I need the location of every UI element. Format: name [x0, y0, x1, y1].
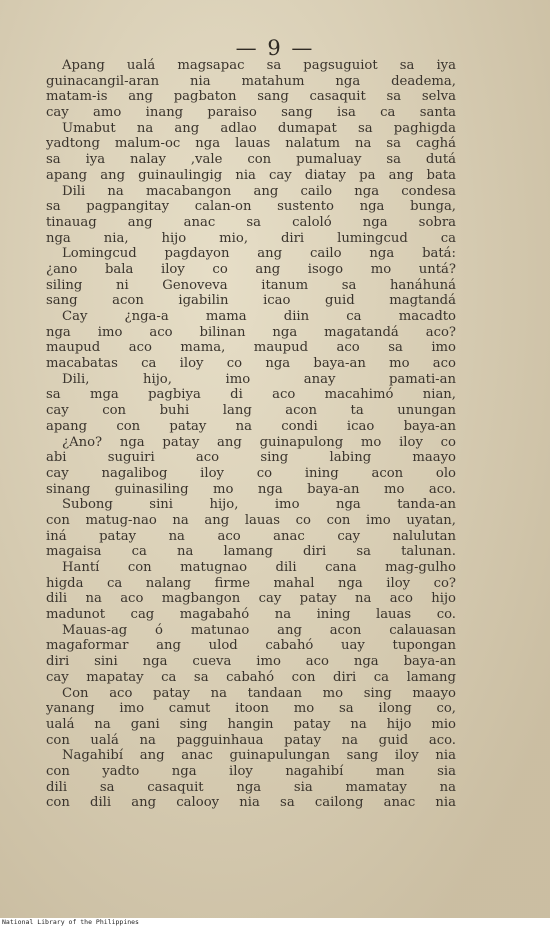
text-line: Subong sini hijo, imo nga tanda-an: [62, 497, 456, 513]
text-line: apang ang guinaulingig nia cay diatay pa ang bata: [46, 167, 456, 183]
text-line: Umabut na ang adlao dumapat sa paghigda: [62, 120, 456, 136]
text-line: nga nia, hijo mio, diri lumingcud ca: [46, 230, 456, 246]
text-line: nga imo aco bilinan nga magatandá aco?: [46, 324, 456, 340]
text-line: Nagahibí ang anac guinapulungan sang iloy nia: [62, 748, 456, 764]
text-line: sa pagpangitay calan-on sustento nga bunga,: [46, 199, 456, 215]
text-line: con dili ang calooy nia sa cailong anac nia: [46, 795, 456, 811]
text-line: cay amo inang paraiso sang isa ca santa: [46, 105, 456, 121]
library-credit: National Library of the Philippines: [2, 918, 139, 926]
text-line: cay nagalibog iloy co ining acon olo: [46, 465, 456, 481]
text-line: con yadto nga iloy nagahibí man sia: [46, 763, 456, 779]
text-line: diri sini nga cueva imo aco nga baya-an: [46, 654, 456, 670]
text-line: madunot cag magabahó na ining lauas co.: [46, 607, 456, 623]
text-line: cay mapatay ca sa cabahó con diri ca lamang: [46, 669, 456, 685]
text-line: macabatas ca iloy co nga baya-an mo aco: [46, 356, 456, 372]
text-line: ualá na gani sing hangin patay na hijo mio: [46, 716, 456, 732]
text-line: con ualá na pagguinhaua patay na guid aco.: [46, 732, 456, 748]
poem-text: [46, 58, 456, 811]
text-line: Dili na macabangon ang cailo nga condesa: [62, 183, 456, 199]
text-line: dili na aco magbangon cay patay na aco hijo: [46, 591, 456, 607]
text-line: guinacangil-aran nia matahum nga deadema,: [46, 73, 456, 89]
text-line: sang acon igabilin icao guid magtandá: [46, 293, 456, 309]
text-line: magaformar ang ulod cabahó uay tupongan: [46, 638, 456, 654]
text-line: Mauas-ag ó matunao ang acon calauasan: [62, 622, 456, 638]
text-line: higda ca nalang firme mahal nga iloy co?: [46, 575, 456, 591]
text-line: Hantí con matugnao dili cana mag-gulho: [62, 560, 456, 575]
text-line: dili sa casaquit nga sia mamatay na: [46, 779, 456, 795]
text-line: Con aco patay na tandaan mo sing maayo: [62, 685, 456, 701]
text-line: con matug-nao na ang lauas co con imo uyatan,: [46, 512, 456, 528]
text-line: ¿Ano? nga patay ang guinapulong mo iloy co: [62, 434, 456, 450]
text-line: sinang guinasiling mo nga baya-an mo aco.: [46, 481, 456, 497]
text-line: magaisa ca na lamang diri sa talunan.: [46, 544, 456, 560]
text-line: yadtong malum-oc nga lauas nalatum na sa caghá: [46, 136, 456, 152]
page-number: — 9 —: [235, 36, 315, 60]
text-line: Cay ¿nga-a mama diin ca macadto: [62, 309, 456, 324]
text-line: abi suguiri aco sing labing maayo: [46, 450, 456, 466]
text-line: matam-is ang pagbaton sang casaquit sa selva: [46, 89, 456, 105]
text-line: yanang imo camut itoon mo sa ilong co,: [46, 701, 456, 717]
text-line: Lomingcud pagdayon ang cailo nga batá:: [62, 246, 456, 262]
text-line: apang con patay na condi icao baya-an: [46, 418, 456, 434]
text-line: iná patay na aco anac cay nalulutan: [46, 528, 456, 544]
text-line: cay con buhi lang acon ta unungan: [46, 403, 456, 419]
text-line: siling ni Genoveva itanum sa hanáhuná: [46, 277, 456, 293]
text-line: sa mga pagbiya di aco macahimó nian,: [46, 387, 456, 403]
text-line: sa iya nalay ,vale con pumaluay sa dutá: [46, 152, 456, 168]
text-line: maupud aco mama, maupud aco sa imo: [46, 340, 456, 356]
text-line: Apang ualá magsapac sa pagsuguiot sa iya: [62, 58, 456, 73]
text-line: Dili, hijo, imo anay pamati-an: [62, 371, 456, 387]
text-line: tinauag ang anac sa caloló nga sobra: [46, 214, 456, 230]
text-line: ¿ano bala iloy co ang isogo mo untá?: [46, 261, 456, 277]
